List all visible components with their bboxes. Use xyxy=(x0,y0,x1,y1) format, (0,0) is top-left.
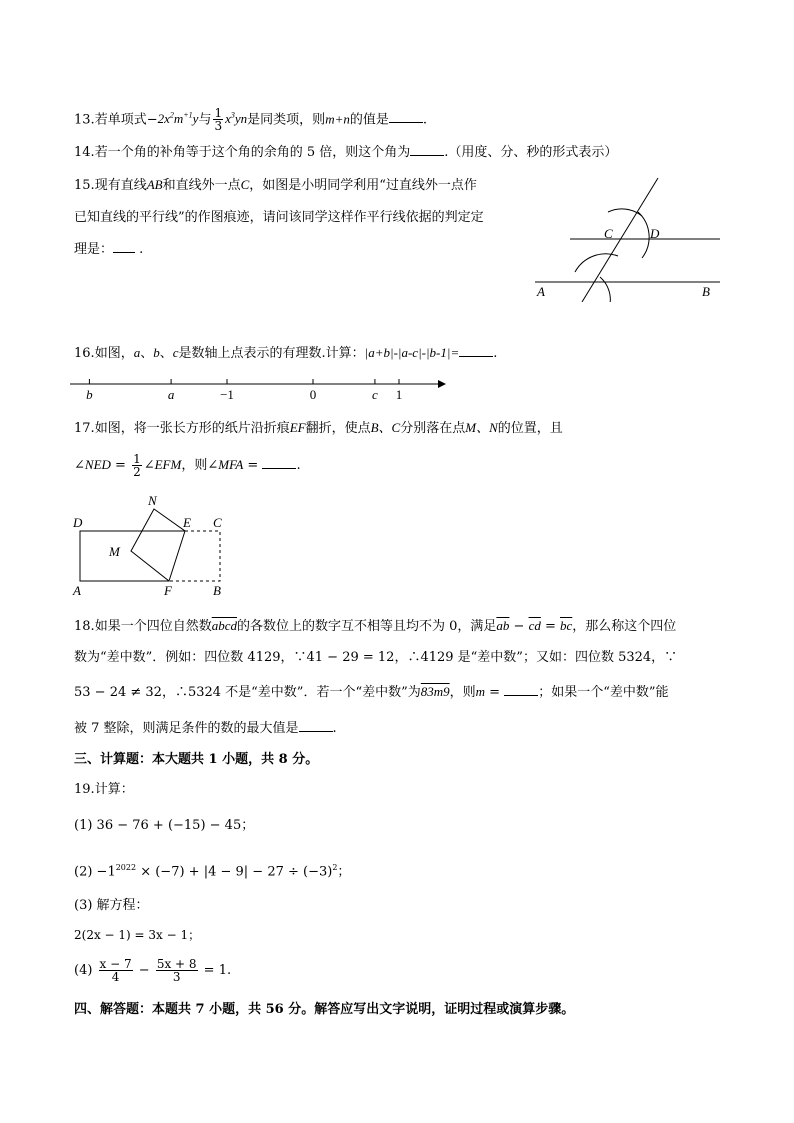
answer-blank[interactable] xyxy=(459,344,493,357)
question-15-line-1: 15.现有直线AB和直线外一点C，如图是小明同学利用“过直线外一点作 xyxy=(74,177,477,193)
figure-16-number-line xyxy=(70,374,450,404)
number-line-marks xyxy=(86,379,402,402)
fraction: $\frac{1}{3}$ xyxy=(214,106,223,134)
label-d: D xyxy=(73,515,83,530)
question-19-part-3: (3) 解方程： xyxy=(74,898,149,913)
question-18-line-1: 18.如果一个四位自然数abcd的各数位上的数字互不相等且均不为 0，满足$\overline{ab} - \overline{cd} = \overline{bc}$，那么称这个四位 xyxy=(74,618,677,634)
label-c: C xyxy=(604,226,613,241)
figure-15-parallel-construction xyxy=(530,172,730,302)
tick-label-1: a xyxy=(167,387,175,402)
answer-blank[interactable] xyxy=(389,110,423,123)
label-b: B xyxy=(702,284,710,299)
answer-blank[interactable] xyxy=(299,719,333,732)
arc-upper-2 xyxy=(638,212,649,258)
tick-label-5: 1 xyxy=(395,387,403,402)
arc-lower-2 xyxy=(600,277,610,302)
axis-arrow xyxy=(438,380,446,388)
section-3-heading: 三、计算题：本大题共 1 小题，共 8 分。 xyxy=(74,752,319,767)
question-14: 14.若一个角的补角等于这个角的余角的 5 倍，则这个角为 .（用度、分、秒的形式表示） xyxy=(74,145,618,160)
label-c: C xyxy=(213,515,222,530)
section-4-heading: 四、解答题：本题共 7 小题，共 56 分。解答应写出文字说明，证明过程或演算步骤。 xyxy=(74,1002,575,1017)
label-f: F xyxy=(164,583,172,598)
tick-label-4: c xyxy=(372,387,378,402)
fraction: $\frac{1}{2}$ xyxy=(133,452,141,479)
answer-blank[interactable] xyxy=(113,240,135,253)
question-19-part-2: $(2) -1^{2022} \times (-7) + |4 - 9| - 27 \div (-3)^2$； xyxy=(74,863,351,880)
question-15-line-3: 理是： . xyxy=(74,242,144,257)
folded-part xyxy=(131,509,185,581)
rectangle-outline xyxy=(80,531,185,581)
tick-label-2: −1 xyxy=(220,387,234,402)
label-e: E xyxy=(183,515,191,530)
fraction: $\frac{5x + 8}{3}$ xyxy=(156,957,197,984)
question-18-line-2: 数为“差中数”．例如：四位数 4129，∵41 − 29 = 12，∴4129 是“差中数”；又如：四位数 5324，∵ xyxy=(74,650,678,665)
tick-label-3: 0 xyxy=(309,387,317,402)
question-19: 19.计算： xyxy=(74,782,134,797)
label-n: N xyxy=(148,493,157,508)
arc-upper xyxy=(608,209,642,216)
answer-blank[interactable] xyxy=(262,456,296,469)
answer-blank[interactable] xyxy=(504,683,538,696)
fraction: $\frac{x - 7}{4}$ xyxy=(99,957,132,984)
answer-blank[interactable] xyxy=(410,143,444,156)
label-a: A xyxy=(537,284,545,299)
question-17-line-1: 17.如图，将一张长方形的纸片沿折痕EF翻折，使点B、C分别落在点M、N的位置，且 xyxy=(74,420,563,436)
question-19-part-1: (1) 36 − 76 + (−15) − 45； xyxy=(74,818,255,833)
question-15-line-2: 已知直线的平行线”的作图痕迹，请问该同学这样作平行线依据的判定定 xyxy=(74,210,484,225)
label-m: M xyxy=(109,544,120,559)
tick-label-0: b xyxy=(86,387,93,402)
label-d: D xyxy=(650,226,660,241)
question-16: 16.如图，a、b、c是数轴上点表示的有理数.计算：|a+b|-|a-c|-|b-1|= . xyxy=(74,345,498,361)
label-a: A xyxy=(73,583,81,598)
question-18-line-4: 被 7 整除，则满足条件的数的最大值是 . xyxy=(74,721,337,736)
question-18-line-3: 53 − 24 ≠ 32，∴5324 不是“差中数”．若一个“差中数”为83m9，则m = ；如果一个“差中数”能 xyxy=(74,684,669,700)
question-19-part-4: (4) $\frac{x - 7}{4}$ − $\frac{5x + 8}{3}$ = 1. xyxy=(74,957,232,984)
question-13: 13.若单项式$-2x^2m^{+1}y$与 $\frac{1}{3}$ $x^3yn$是同类项，则m+n的值是 . xyxy=(74,106,428,134)
transversal xyxy=(582,178,658,302)
arc-lower xyxy=(575,254,618,272)
question-19-part-3-equation: 2(2x − 1) = 3x − 1； xyxy=(74,928,201,942)
label-b: B xyxy=(213,583,221,598)
figure-17-folded-rectangle xyxy=(68,490,238,600)
question-17-line-2: ∠NED = $\frac{1}{2}$ ∠EFM，则∠MFA = . xyxy=(74,452,301,479)
